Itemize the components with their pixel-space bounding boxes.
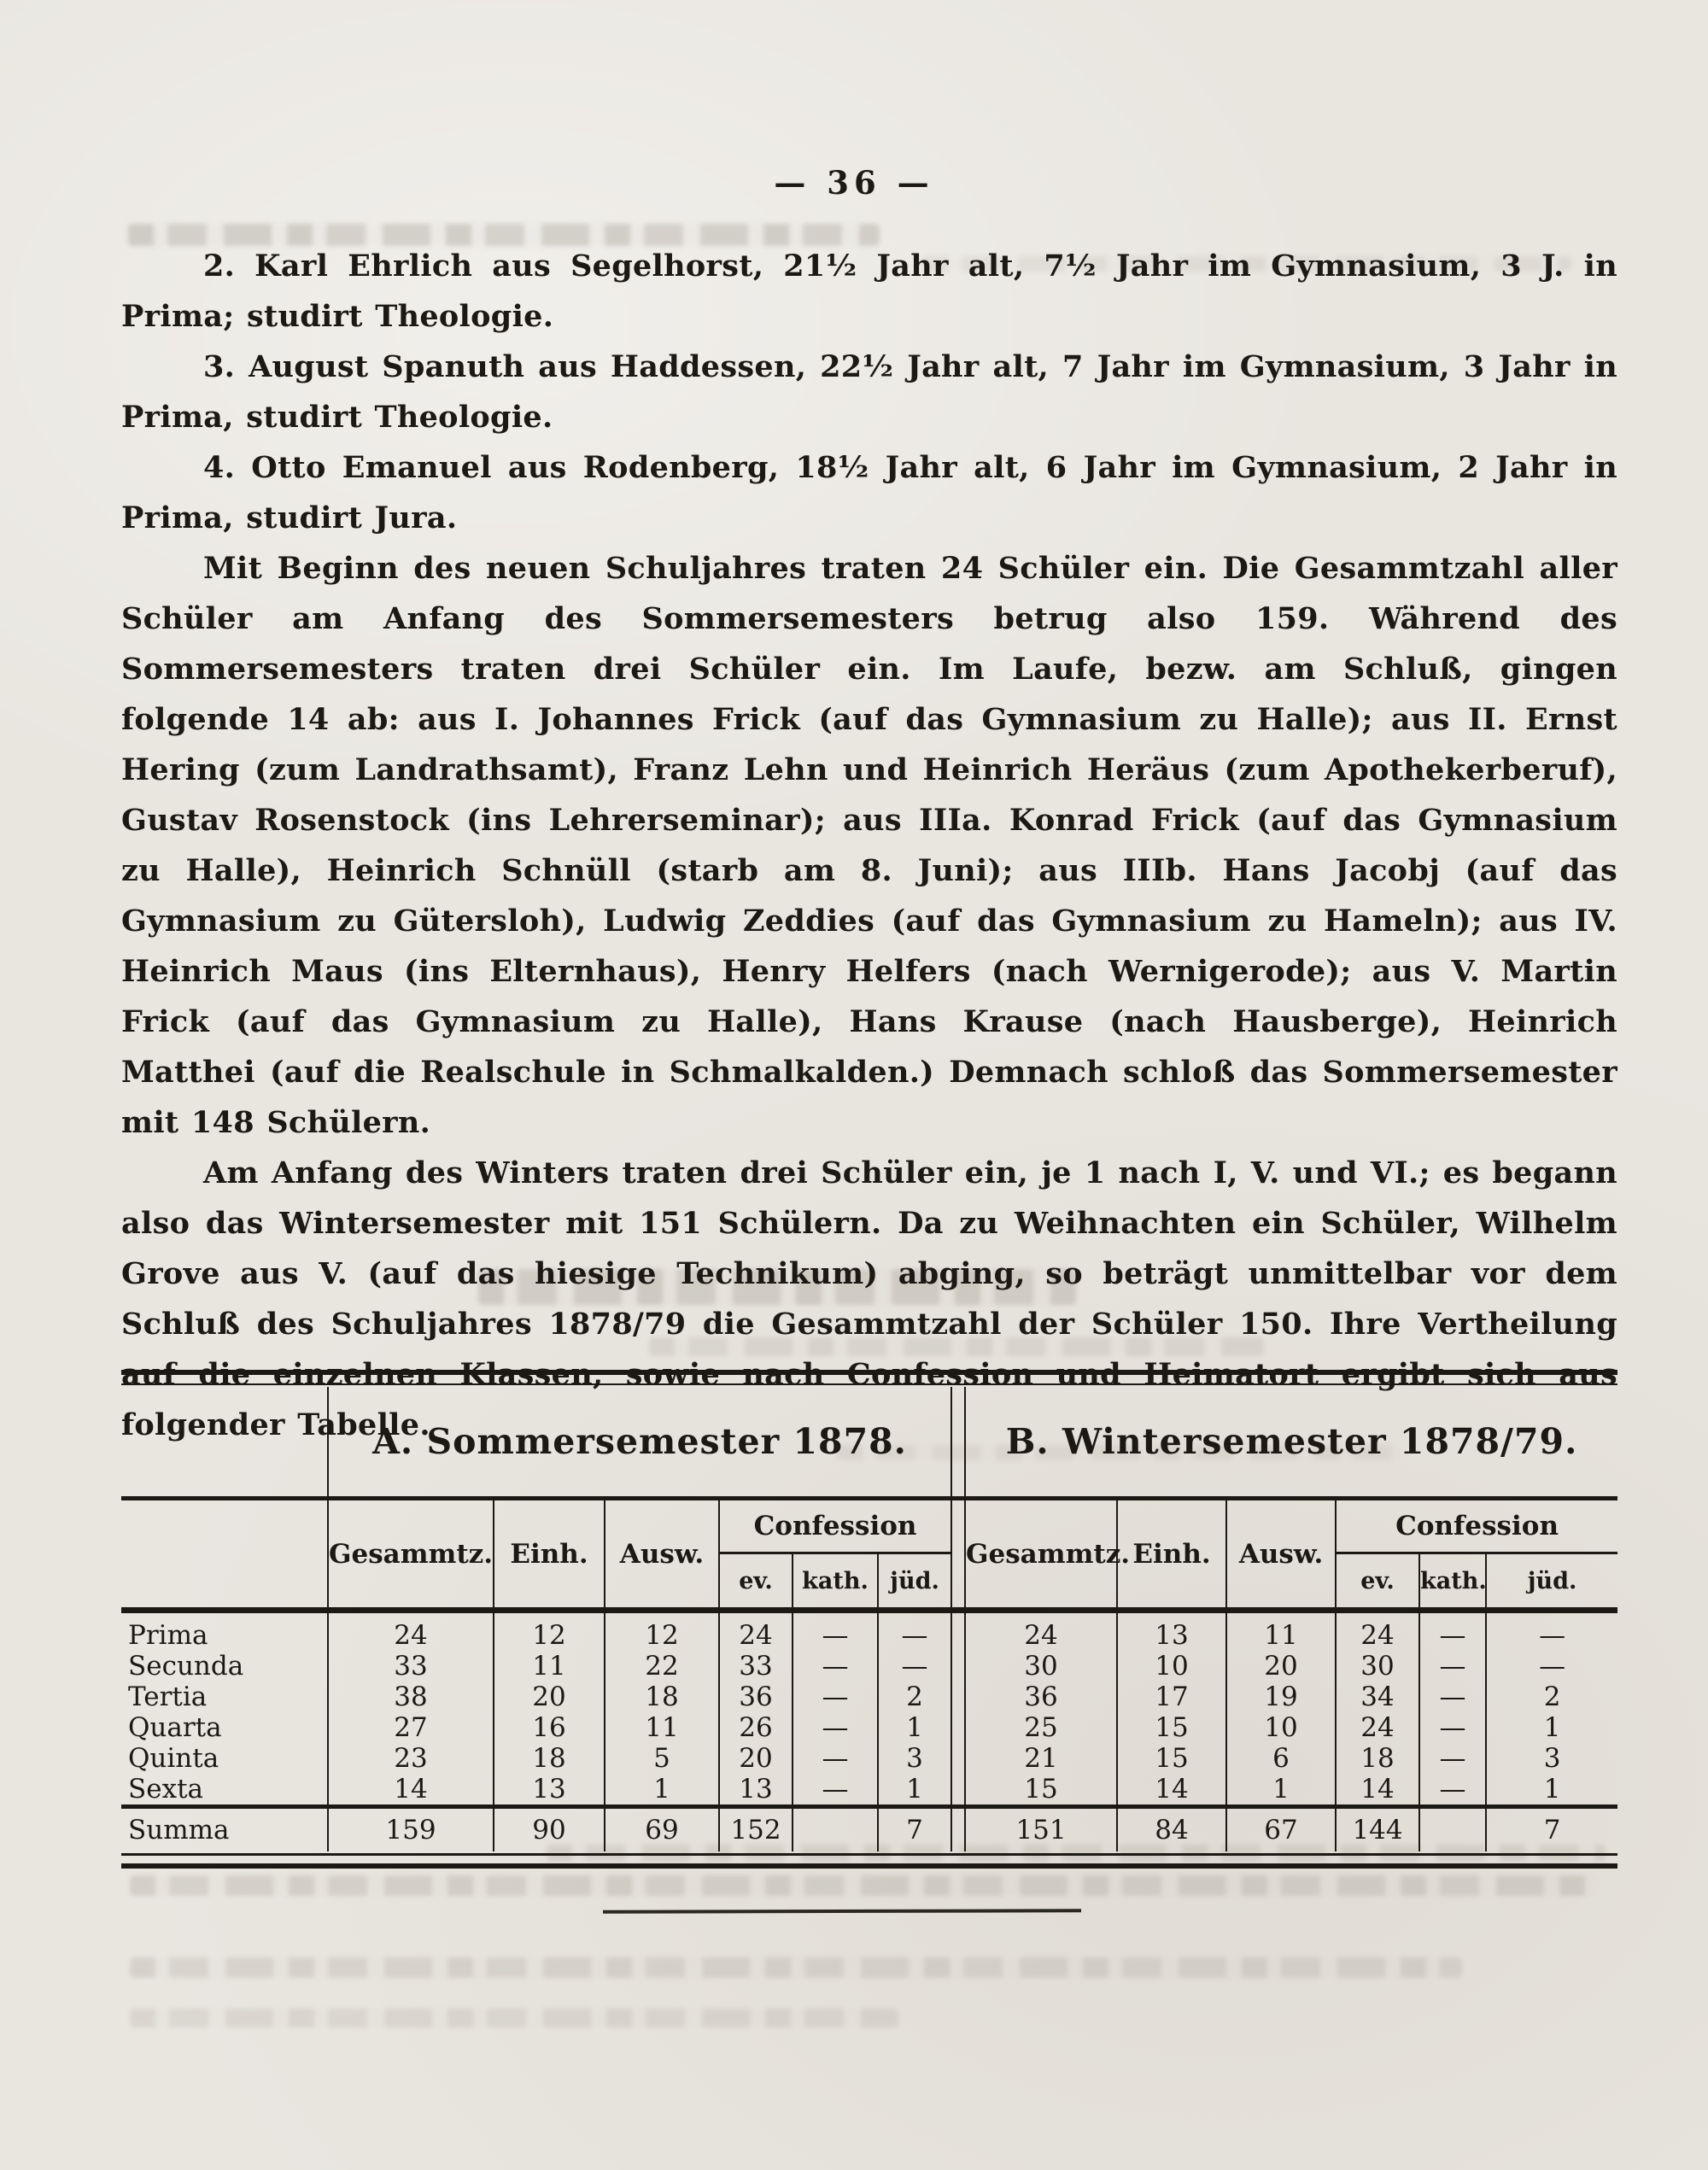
table-cell: 5 (605, 1743, 719, 1774)
paragraph-5: Am Anfang des Winters traten drei Schüler ein, je 1 nach I, V. und VI.; es begann also das Wintersemester mit 151 Schülern. Da zu Weihnachten ein Schüler, Wilhelm Grove aus V. (auf das hiesige Technikum) abging, so beträgt unmittelbar vor dem Schluß des Schuljahres 1878/79 die Gesammtzahl der Schüler 150. Ihre Vertheilung auf die einzelnen Klassen, sowie nach Confession und Heimatort ergibt sich aus folgender Tabelle. (121, 1155, 1617, 1442)
table-cell: 12 (605, 1611, 719, 1652)
table-cell: 36 (965, 1682, 1117, 1712)
table-cell: 18 (605, 1682, 719, 1712)
table-cell: 14 (328, 1774, 494, 1807)
table-cell: 12 (494, 1611, 605, 1652)
row-label: Sexta (128, 1774, 204, 1804)
table-cell: 24 (965, 1611, 1117, 1652)
col-header-confession-summer: Confession (719, 1499, 951, 1553)
table-cell: — (878, 1651, 951, 1682)
table-cell: 1 (1486, 1774, 1617, 1807)
table-cell: 144 (1336, 1807, 1419, 1852)
table-cell: 19 (1226, 1682, 1336, 1712)
table-cell: 24 (1336, 1611, 1419, 1652)
table-cell: 15 (1117, 1743, 1226, 1774)
statistics-table (121, 1370, 1617, 1869)
table-row (121, 1651, 1617, 1682)
bleed-through-line (130, 1957, 1462, 1978)
section-divider (951, 1712, 965, 1743)
table-row (121, 1774, 1617, 1807)
table-cell: 84 (1117, 1807, 1226, 1852)
table-cell: 18 (494, 1743, 605, 1774)
row-label: Secunda (128, 1651, 244, 1682)
table-cell: 1 (1226, 1774, 1336, 1807)
table-cell: 6 (1226, 1743, 1336, 1774)
table-row (121, 1682, 1617, 1712)
table-cell: 69 (605, 1807, 719, 1852)
table-cell: — (793, 1651, 878, 1682)
table-cell: 10 (1117, 1651, 1226, 1682)
summer-section-title: A. Sommersemester 1878. (328, 1387, 951, 1499)
bleed-through-line (130, 1875, 1599, 1896)
table-cell: — (1419, 1774, 1486, 1807)
table-cell: 14 (1117, 1774, 1226, 1807)
table-cell: 11 (494, 1651, 605, 1682)
table-cell: 151 (965, 1807, 1117, 1852)
row-label: Prima (128, 1620, 208, 1651)
table-cell: 2 (1486, 1682, 1617, 1712)
section-divider (951, 1807, 965, 1852)
table-cell: 15 (965, 1774, 1117, 1807)
body-text (121, 241, 1617, 1450)
table-cell: 3 (878, 1743, 951, 1774)
corner-cell (121, 1387, 328, 1499)
table-cell: — (1419, 1651, 1486, 1682)
table-cell: — (1419, 1682, 1486, 1712)
table-cell: — (1419, 1611, 1486, 1652)
table-cell: 24 (328, 1611, 494, 1652)
table-cell: — (1486, 1651, 1617, 1682)
table-cell: 13 (494, 1774, 605, 1807)
section-divider (951, 1651, 965, 1682)
table-cell: 90 (494, 1807, 605, 1852)
table-cell: 24 (1336, 1712, 1419, 1743)
col-header-ev-summer: ev. (719, 1553, 793, 1611)
paragraph-1: 2. Karl Ehrlich aus Segelhorst, 21½ Jahr alt, 7½ Jahr im Gymnasium, 3 J. in Prima; studirt Theologie. (121, 249, 1617, 334)
table-cell: 25 (965, 1712, 1117, 1743)
col-header-ausw-winter: Ausw. (1226, 1499, 1336, 1611)
table-cell: 67 (1226, 1807, 1336, 1852)
col-header-kath-summer: kath. (793, 1553, 878, 1611)
col-header-gesammtz-winter: Gesammtz. (965, 1499, 1117, 1611)
section-divider (951, 1743, 965, 1774)
col-header-gesammtz-summer: Gesammtz. (328, 1499, 494, 1611)
table-cell: 33 (719, 1651, 793, 1682)
paragraph-2: 3. August Spanuth aus Haddessen, 22½ Jahr alt, 7 Jahr im Gymnasium, 3 Jahr in Prima, studirt Theologie. (121, 349, 1617, 435)
table-cell: 33 (328, 1651, 494, 1682)
table-cell: — (793, 1712, 878, 1743)
table-cell: 13 (719, 1774, 793, 1807)
table-row-summa (121, 1807, 1617, 1852)
table-cell: 20 (1226, 1651, 1336, 1682)
paragraph-3: 4. Otto Emanuel aus Rodenberg, 18½ Jahr alt, 6 Jahr im Gymnasium, 2 Jahr in Prima, studirt Jura. (121, 450, 1617, 535)
page-number: — 36 — (774, 164, 934, 202)
col-header-jud-summer: jüd. (878, 1553, 951, 1611)
table-cell: 34 (1336, 1682, 1419, 1712)
table-cell: 2 (878, 1682, 951, 1712)
table-cell: 36 (719, 1682, 793, 1712)
table-cell: — (793, 1611, 878, 1652)
table-cell: 27 (328, 1712, 494, 1743)
table-cell: 30 (965, 1651, 1117, 1682)
table-cell: 3 (1486, 1743, 1617, 1774)
table-cell: — (793, 1743, 878, 1774)
table-row (121, 1712, 1617, 1743)
table-cell: 1 (605, 1774, 719, 1807)
table-cell (793, 1807, 878, 1852)
table-cell: 22 (605, 1651, 719, 1682)
table-cell: 10 (1226, 1712, 1336, 1743)
table-cell: 7 (1486, 1807, 1617, 1852)
table-cell: 38 (328, 1682, 494, 1712)
table-cell: — (1419, 1712, 1486, 1743)
table-cell: 30 (1336, 1651, 1419, 1682)
table-cell: 11 (1226, 1611, 1336, 1652)
table-row (121, 1743, 1617, 1774)
col-header-jud-winter: jüd. (1486, 1553, 1617, 1611)
table-cell: 23 (328, 1743, 494, 1774)
table-cell: 21 (965, 1743, 1117, 1774)
corner-cell (121, 1499, 328, 1611)
table-cell: — (878, 1611, 951, 1652)
table-cell: 26 (719, 1712, 793, 1743)
row-label: Quinta (128, 1743, 219, 1774)
table-cell: 15 (1117, 1712, 1226, 1743)
section-divider (951, 1499, 965, 1611)
row-label: Quarta (128, 1712, 222, 1743)
paragraph-4: Mit Beginn des neuen Schuljahres traten 24 Schüler ein. Die Gesammtzahl aller Schüler am Anfang des Sommersemesters betrug also 159. Während des Sommersemesters traten drei Schüler ein. Im Laufe, bezw. am Schluß, gingen folgende 14 ab: aus I. Johannes Frick (auf das Gymnasium zu Halle); aus II. Ernst Hering (zum Landrathsamt), Franz Lehn und Heinrich Heräus (zum Apothekerberuf), Gustav Rosenstock (ins Lehrerseminar); aus IIIa. Konrad Frick (auf das Gymnasium zu Halle), Heinrich Schnüll (starb am 8. Juni); aus IIIb. Hans Jacobj (auf das Gymnasium zu Gütersloh), Ludwig Zeddies (auf das Gymnasium zu Hameln); aus IV. Heinrich Maus (ins Elternhaus), Henry Helfers (nach Wernigerode); aus V. Martin Frick (auf das Gymnasium zu Halle), Hans Krause (nach Hausberge), Heinrich Matthei (auf die Realschule in Schmalkalden.) Demnach schloß das Sommersemester mit 148 Schülern. (121, 551, 1617, 1140)
table-cell: 14 (1336, 1774, 1419, 1807)
table-cell: 1 (878, 1712, 951, 1743)
table-cell: 13 (1117, 1611, 1226, 1652)
table-cell: 18 (1336, 1743, 1419, 1774)
table-cell: 152 (719, 1807, 793, 1852)
table-cell: 1 (878, 1774, 951, 1807)
table-cell: 20 (494, 1682, 605, 1712)
row-label: Tertia (128, 1682, 208, 1712)
section-end-rule (603, 1909, 1081, 1913)
bleed-through-line (130, 2009, 898, 2027)
col-header-kath-winter: kath. (1419, 1553, 1486, 1611)
table-cell: 1 (1486, 1712, 1617, 1743)
section-divider (951, 1387, 965, 1499)
table-top-rule (121, 1370, 1617, 1385)
table-cell: 20 (719, 1743, 793, 1774)
section-divider (951, 1774, 965, 1807)
col-header-einh-summer: Einh. (494, 1499, 605, 1611)
table-cell: — (1419, 1743, 1486, 1774)
col-header-ausw-summer: Ausw. (605, 1499, 719, 1611)
col-header-confession-winter: Confession (1336, 1499, 1617, 1553)
table-cell: 16 (494, 1712, 605, 1743)
table-cell: — (1486, 1611, 1617, 1652)
col-header-einh-winter: Einh. (1117, 1499, 1226, 1611)
table-cell: — (793, 1774, 878, 1807)
table-bottom-rule (121, 1853, 1617, 1869)
table-cell: 7 (878, 1807, 951, 1852)
row-label: Summa (121, 1807, 328, 1852)
section-divider (951, 1611, 965, 1652)
col-header-ev-winter: ev. (1336, 1553, 1419, 1611)
table-cell (1419, 1807, 1486, 1852)
table-cell: 11 (605, 1712, 719, 1743)
table-cell: 24 (719, 1611, 793, 1652)
table-row (121, 1611, 1617, 1652)
table-cell: 159 (328, 1807, 494, 1852)
section-divider (951, 1682, 965, 1712)
winter-section-title: B. Wintersemester 1878/79. (965, 1387, 1617, 1499)
table-cell: 17 (1117, 1682, 1226, 1712)
table-cell: — (793, 1682, 878, 1712)
